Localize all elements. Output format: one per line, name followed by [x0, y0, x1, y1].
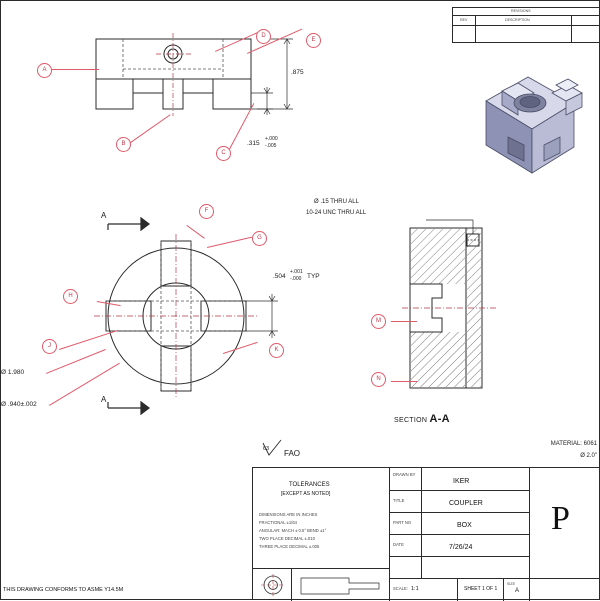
label-scale: SCALE: [393, 586, 408, 591]
material-note-line2: Ø 2.0" [580, 453, 597, 459]
balloon-f: F [199, 204, 214, 219]
leader-m [391, 321, 417, 322]
tolerance-line-4: TWO PLACE DECIMAL ±.010 [259, 536, 315, 541]
title-block [252, 467, 600, 600]
value-part-no: BOX [457, 522, 472, 529]
revision-col-description: DESCRIPTION [505, 18, 530, 22]
value-scale: 1:1 [411, 586, 419, 592]
balloon-m: M [371, 314, 386, 329]
tolerance-title: TOLERANCES [289, 482, 330, 488]
label-title: TITLE [393, 498, 405, 503]
projection-symbol-icon [259, 572, 287, 598]
section-label: SECTION [394, 417, 428, 424]
dim-od: Ø 1.980 [1, 369, 25, 376]
balloon-g: G [252, 231, 267, 246]
material-note-line1: MATERIAL: 6061 [550, 441, 597, 447]
note-hole-diameter: Ø .15 THRU ALL [314, 199, 359, 205]
balloon-j: J [42, 339, 57, 354]
value-size: A [515, 588, 520, 594]
balloon-d: D [256, 29, 271, 44]
tolerance-line-3: ANGULAR: MACH ± 0.5° BEND ±1° [259, 528, 327, 533]
dim-top-web-tol-up: +.001 [290, 269, 303, 275]
balloon-h: H [63, 289, 78, 304]
dim-front-slot-tol-up: +.000 [265, 136, 278, 142]
section-letters: A-A [429, 413, 450, 425]
value-sheet: SHEET 1 OF 1 [464, 586, 498, 592]
dim-front-slot-tol-dn: -.005 [265, 143, 277, 149]
finish-value: 63 [263, 446, 270, 452]
label-date: DATE [393, 542, 404, 547]
dim-front-slot: .315 [247, 140, 260, 147]
balloon-e: E [306, 33, 321, 48]
section-view [396, 216, 516, 396]
tolerance-line-2: FRACTIONAL ±1/64 [259, 520, 297, 525]
leader-a [51, 69, 99, 70]
balloon-b: B [116, 137, 131, 152]
isometric-view [456, 41, 596, 201]
dim-top-web: .504 [273, 273, 286, 280]
label-drawn-by: DRAWN BY [393, 472, 416, 477]
finish-label: FAO [284, 449, 301, 458]
leader-n [391, 381, 417, 382]
revision-col-rev: REV [460, 18, 468, 22]
section-view-title [394, 413, 450, 425]
standards-note: THIS DRAWING CONFORMS TO ASME Y14.5M [3, 587, 124, 593]
label-size: SIZE [507, 582, 515, 586]
balloon-a: A [37, 63, 52, 78]
revision-block [452, 7, 600, 43]
value-drawn-by: IKER [453, 478, 470, 485]
tolerance-line-5: THREE PLACE DECIMAL ±.005 [259, 544, 320, 549]
circular-view [86, 216, 301, 421]
dim-bore: Ø .940±.002 [1, 401, 37, 408]
dim-top-web-typ: TYP [307, 273, 320, 280]
note-thread: 10-24 UNC THRU ALL [306, 210, 367, 216]
dim-top-web-tol-dn: -.000 [290, 276, 302, 282]
tolerance-subtitle: [EXCEPT AS NOTED] [281, 491, 331, 497]
balloon-n: N [371, 372, 386, 387]
tolerance-line-1: DIMENSIONS ARE IN INCHES [259, 512, 318, 517]
value-date: 7/26/24 [449, 544, 473, 551]
dim-front-height: .875 [291, 69, 304, 76]
balloon-k: K [269, 343, 284, 358]
section-mark-a-bottom: A [101, 395, 107, 404]
section-mark-a-top: A [101, 211, 107, 220]
company-logo: P [551, 500, 570, 537]
projection-cone-icon [299, 574, 383, 596]
finish-symbol-icon [259, 439, 285, 459]
revision-header: REVISIONS [511, 9, 531, 13]
front-view [61, 21, 321, 161]
label-part-no: PART NO [393, 520, 412, 525]
value-title: COUPLER [449, 500, 483, 507]
balloon-c: C [216, 146, 231, 161]
